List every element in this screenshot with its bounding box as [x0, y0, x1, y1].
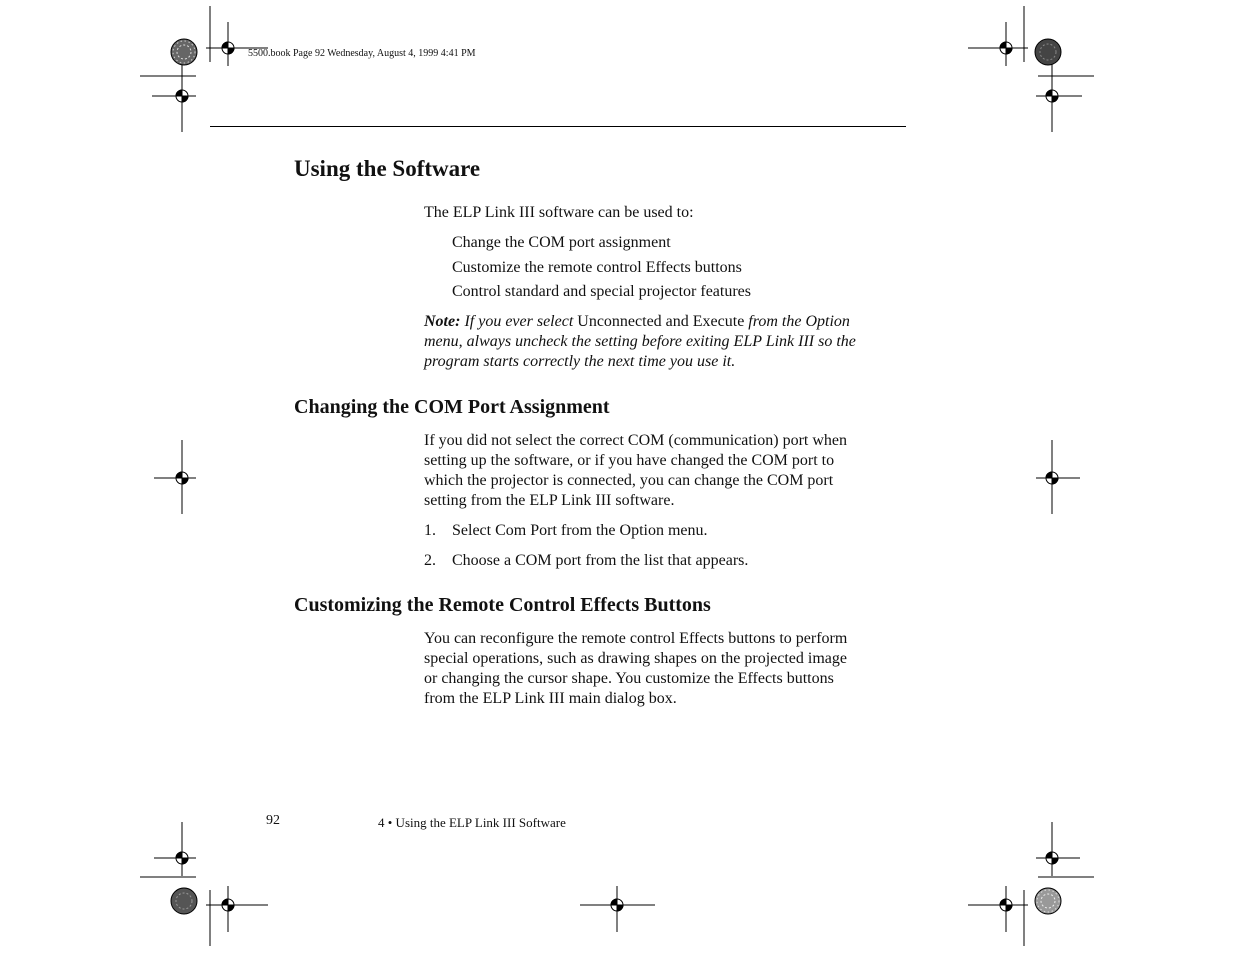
note-line-1	[424, 312, 910, 332]
paragraph-line: special operations, such as drawing shapes on the projected image	[424, 650, 847, 667]
star-target-icon	[171, 39, 197, 65]
step-number: 1.	[424, 522, 436, 539]
intro-text: The ELP Link III software can be used to:	[424, 204, 694, 221]
registration-target-icon	[1000, 42, 1012, 54]
note-label: Note:	[424, 313, 461, 330]
paragraph-line: setting up the software, or if you have changed the COM port to	[424, 452, 835, 469]
step-text: Choose a COM port from the list that appears.	[452, 552, 749, 569]
paragraph-line: You can reconfigure the remote control Effects buttons to perform	[424, 630, 848, 647]
print-slug: 5500.book Page 92 Wednesday, August 4, 1999 4:41 PM	[248, 48, 476, 59]
paragraph-line: from the ELP Link III main dialog box.	[424, 690, 677, 707]
section-title-com-port: Changing the COM Port Assignment	[294, 396, 610, 418]
section-title-using-software: Using the Software	[294, 156, 481, 181]
note-text-part2: from the Option	[748, 313, 850, 330]
page-number: 92	[266, 813, 280, 828]
step-text: Select Com Port from the Option menu.	[452, 522, 708, 539]
star-target-icon	[1035, 39, 1061, 65]
list-item: Control standard and special projector features	[452, 283, 751, 300]
note-text-part1: If you ever select	[464, 313, 574, 330]
note-term: Unconnected and Execute	[577, 313, 745, 330]
registration-target-icon	[176, 90, 188, 102]
com-port-paragraph	[424, 431, 910, 511]
registration-target-icon	[1000, 899, 1012, 911]
paragraph-line: which the projector is connected, you can change the COM port	[424, 472, 834, 489]
note-line-2: menu, always uncheck the setting before exiting ELP Link III so the	[424, 333, 856, 350]
paragraph-line: setting from the ELP Link III software.	[424, 492, 675, 509]
star-target-icon	[1035, 888, 1061, 914]
section-title-effects-buttons: Customizing the Remote Control Effects Buttons	[294, 594, 711, 616]
note-block	[424, 312, 910, 372]
registration-target-icon	[611, 899, 623, 911]
paragraph-line: If you did not select the correct COM (communication) port when	[424, 432, 847, 449]
registration-target-icon	[176, 472, 188, 484]
running-footer: 4 • Using the ELP Link III Software	[378, 815, 566, 830]
registration-target-icon	[176, 852, 188, 864]
paragraph-line: or changing the cursor shape. You customize the Effects buttons	[424, 670, 834, 687]
header-rule	[210, 126, 906, 127]
registration-target-icon	[222, 899, 234, 911]
registration-target-icon	[1046, 472, 1058, 484]
registration-target-icon	[1046, 852, 1058, 864]
registration-target-icon	[222, 42, 234, 54]
effects-paragraph	[424, 629, 910, 709]
note-line-3: program starts correctly the next time you use it.	[424, 353, 736, 370]
star-target-icon	[171, 888, 197, 914]
list-item: Change the COM port assignment	[452, 234, 671, 251]
registration-target-icon	[1046, 90, 1058, 102]
step-number: 2.	[424, 552, 436, 569]
list-item: Customize the remote control Effects buttons	[452, 259, 742, 276]
